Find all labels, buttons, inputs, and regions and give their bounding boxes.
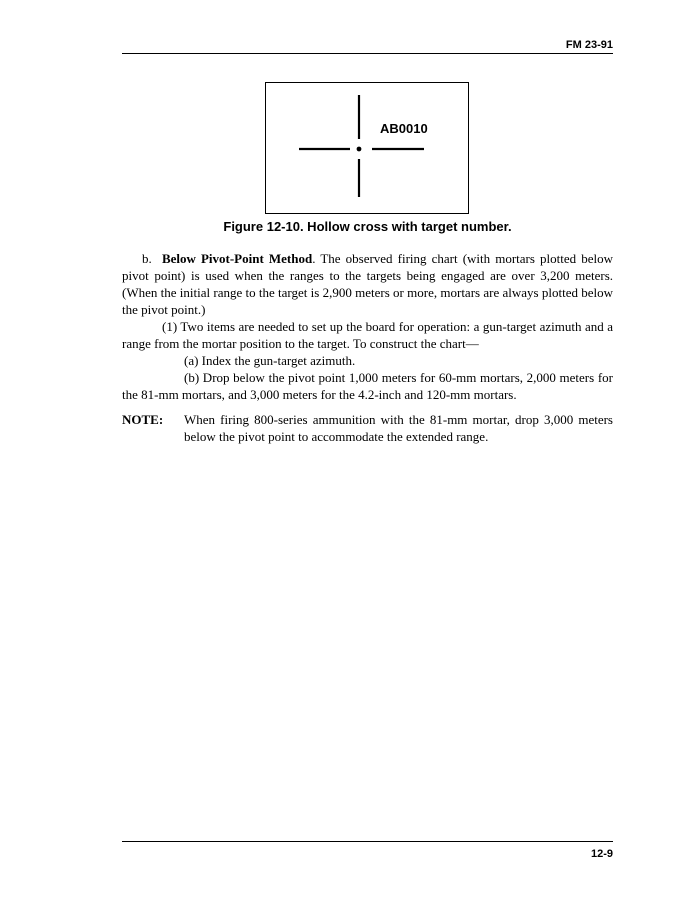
header-rule	[122, 53, 613, 54]
target-number-label: AB0010	[380, 121, 428, 136]
paragraph-b	[122, 250, 613, 318]
page-number: 12-9	[590, 848, 613, 860]
paragraph-b-text: . The observed firing chart (with mortars plotted below pivot point) is used when the ranges to the targets being engaged are over 3,200 meters. (When the initial range to the target is 2,900 meters or more, mortars are always plotted below the pivot point.)	[122, 251, 614, 317]
paragraph-b-sub: (b) Drop below the pivot point 1,000 meters for 60-mm mortars, 2,000 meters for the 81-mm mortars, and 3,000 meters for the 4.2-inch and 120-mm mortars.	[122, 370, 613, 402]
hollow-cross-diagram	[266, 83, 470, 215]
footer-rule	[122, 841, 613, 842]
note-text: When firing 800-series ammunition with the 81-mm mortar, drop 3,000 meters below the pivot point to accommodate the extended range.	[184, 412, 613, 444]
note-label: NOTE:	[122, 412, 164, 427]
body-text	[122, 250, 613, 403]
paragraph-b-title: Below Pivot-Point Method	[161, 251, 313, 266]
figure-12-10	[265, 82, 469, 214]
figure-caption: Figure 12-10. Hollow cross with target number.	[223, 219, 512, 234]
document-id: FM 23-91	[565, 39, 613, 51]
note-block	[122, 411, 613, 445]
paragraph-a: (a) Index the gun-target azimuth.	[184, 353, 356, 368]
pivot-dot	[357, 147, 362, 152]
paragraph-1: (1) Two items are needed to set up the board for operation: a gun-target azimuth and a range from the mortar position to the target. To construct the chart—	[122, 319, 613, 351]
paragraph-b-marker: b.	[142, 251, 152, 266]
